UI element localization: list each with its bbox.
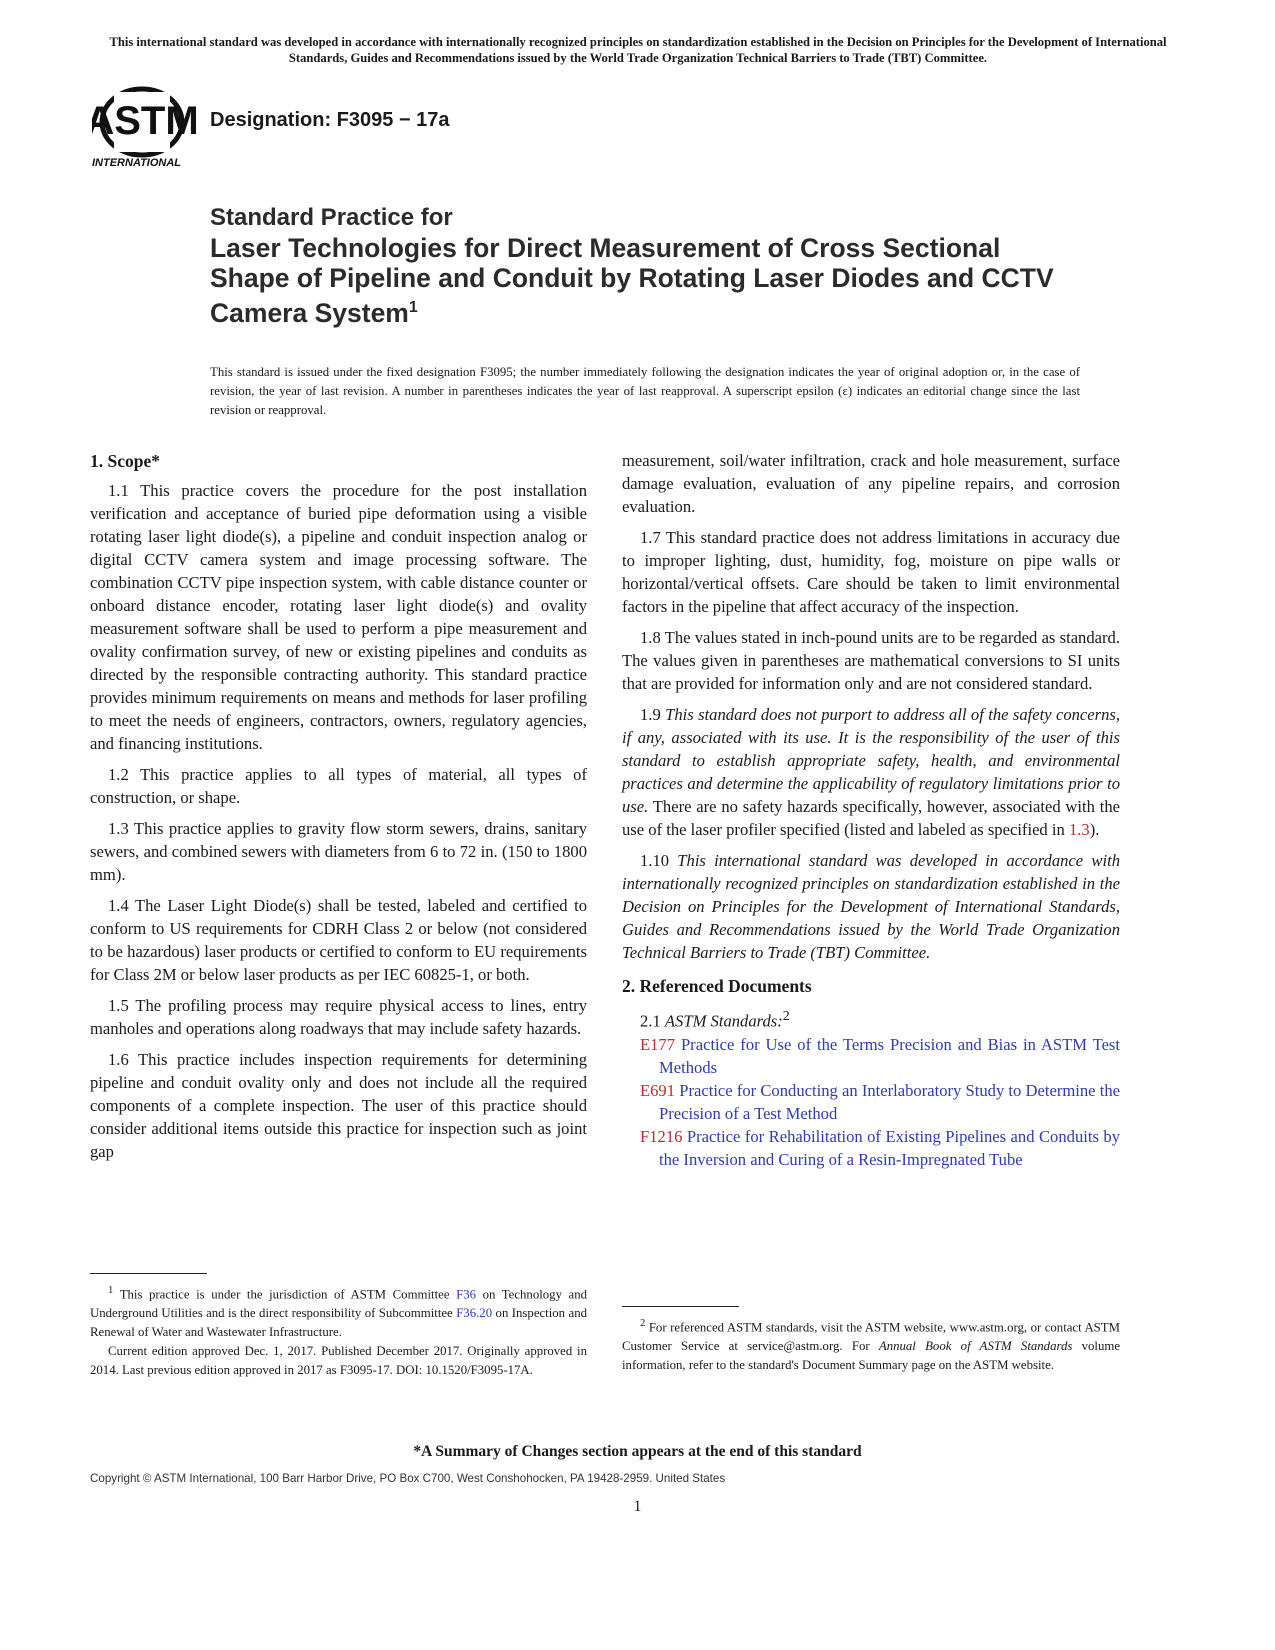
link-f36-20[interactable]: F36.20 [456,1306,493,1321]
top-notice: This international standard was developed in accordance with internationally recognized principles on standardization established in the Decision on Principles for the Development of International Standards, Guides and Recommendations issued by the World Trade Organization Technical Barriers to Trade (TBT) Committee. [109,35,1167,65]
logo-text: INTERNATIONAL [92,157,182,169]
xref-1-3[interactable]: 1.3 [1068,820,1090,839]
para-1-10: 1.10 This international standard was developed in accordance with internationally recognized principles on standardization established in the Decision on Principles for the Development of International Standards, Guides and Recommendations issued by the World Trade Organization Technical Barriers to Trade (TBT) Committee. [622,851,1120,962]
para-1-9: 1.9 This standard does not purport to address all of the safety concerns, if any, associated with its use. It is the responsibility of the user of this standard to establish appropriate safety, health, and environmental practices and determine the applicability of regulatory limitations prior to use. There are no safety hazards specifically, however, associated with the use of the laser profiler specified (listed and labeled as specified in 1.3). [622,705,1121,839]
title-pre: Standard Practice for [210,204,453,231]
para-1-6: 1.6 This practice includes inspection requirements for determining pipeline and conduit ovality only and does not include all the required components of a complete inspection. The user of this practice should consider additional items outside this practice for inspection such as joint gap [90,1050,587,1161]
section-2-heading: 2. Referenced Documents [622,976,812,996]
footnote-1: $^1$ This practice is under the jurisdiction of ASTM Committee F36 on Technology and Underground Utilities and is the direct responsibility of Subcommittee F36.20 on Inspection and Renewal of Water and Wastewater Infrastructure. [90,1285,588,1340]
svg-text:ASTM: ASTM [92,99,198,143]
para-1-8: 1.8 The values stated in inch-pound units are to be regarded as standard. The values given in parentheses are mathematical conversions to SI units that are provided for information only and are not considered standard. [622,628,1120,693]
para-1-7: 1.7 This standard practice does not address limitations in accuracy due to improper lighting, dust, humidity, fog, moisture on pipe walls or horizontal/vertical offsets. Care should be taken to limit environmental factors in the pipeline that affect accuracy of the inspection. [622,528,1120,616]
para-1-1: 1.1 This practice covers the procedure for the post installation verification and acceptance of buried pipe deformation using a visible rotating laser light diode(s), a pipeline and conduit inspection analog or digital CCTV camera system and image processing software. The combination CCTV pipe inspection system, with cable distance counter or onboard distance encoder, rotating laser light diode(s) and ovality measurement software shall be used to perform a pipe measurement and ovality confirmation survey, of new or existing pipelines and conduits as directed by the responsible contracting authority. This standard practice provides minimum requirements on means and methods for laser profiling to meet the needs of engineers, contractors, owners, regulatory agencies, and financing institutions. [90,481,587,753]
title-block [210,203,1070,328]
designation: Designation: F3095 − 17a [210,109,450,131]
ref-e691[interactable]: E691 Practice for Conducting an Interlaboratory Study to Determine the Precision of a Test Method [640,1080,1120,1123]
section-1-heading: 1. Scope* [90,451,160,471]
para-1-4: 1.4 The Laser Light Diode(s) shall be tested, labeled and certified to conform to US requirements for CDRH Class 2 or below (not considered to be hazardous) laser products or certified to conform to EU requirements for Class 2M or below laser products as per IEC 60825-1, or both. [90,896,587,984]
left-column [90,449,587,1171]
footnote-1-edition: Current edition approved Dec. 1, 2017. Published December 2017. Originally approved in 2014. Last previous edition approved in 2017 as F3095-17. DOI: 10.1520/F3095-17A. [90,1344,587,1378]
copyright: Copyright © ASTM International, 100 Barr Harbor Drive, PO Box C700, West Conshohocken, PA 19428-2959. United States [90,1472,726,1485]
astm-logo [92,86,198,172]
para-1-5: 1.5 The profiling process may require physical access to lines, entry manholes and operations along roadways that may include safety hazards. [90,996,587,1038]
footnote-rule [90,1273,207,1274]
footnotes-left [90,1273,587,1380]
para-1-3: 1.3 This practice applies to gravity flow storm sewers, drains, sanitary sewers, and combined sewers with diameters from 6 to 72 in. (150 to 1800 mm). [90,819,587,884]
footnotes-right [622,1306,1120,1375]
summary-of-changes-note: *A Summary of Changes section appears at the end of this standard [413,1443,862,1460]
issue-note: This standard is issued under the fixed designation F3095; the number immediately following the designation indicates the year of original adoption or, in the case of revision, the year of last revision. A number in parentheses indicates the year of last reapproval. A superscript epsilon (ε) indicates an editorial change since the last revision or reapproval. [210,365,1080,417]
ref-e177[interactable]: E177 Practice for Use of the Terms Precision and Bias in ASTM Test Methods [640,1034,1121,1077]
page-number: 1 [633,1498,642,1515]
footnote-rule-right [622,1306,739,1307]
link-f36[interactable]: F36 [456,1287,477,1302]
right-column [622,449,1120,1171]
para-1-2: 1.2 This practice applies to all types of material, all types of construction, or shape. [90,765,587,807]
title-main [210,233,1070,328]
title-footnote-mark: 1 [408,299,418,316]
footnote-2: $^2$ For referenced ASTM standards, visit the ASTM website, www.astm.org, or contact ASTM Customer Service at service@astm.org. For Annual Book of ASTM Standards volume information, refer to the standard's Document Summary page on the ASTM website. [622,1318,1121,1373]
ref-f1216[interactable]: F1216 Practice for Rehabilitation of Existing Pipelines and Conduits by the Inversion and Curing of a Resin-Impregnated Tube [640,1126,1120,1169]
para-1-6-cont: measurement, soil/water infiltration, crack and hole measurement, surface damage evaluation, evaluation of any pipeline repairs, and corrosion evaluation. [622,451,1120,516]
astm-standards-heading: 2.1 ASTM Standards:$^2$ [640,1008,790,1031]
title-text: Laser Technologies for Direct Measurement of Cross Sectional Shape of Pipeline and Conduit by Rotating Laser Diodes and CCTV Camera System [210,233,1054,328]
